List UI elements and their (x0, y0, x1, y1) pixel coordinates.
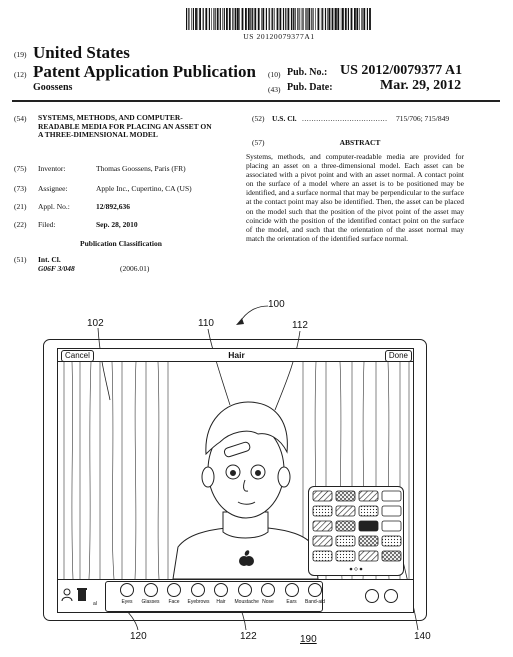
leader-100 (240, 306, 268, 322)
swatch (382, 506, 401, 516)
inventor-code: (75) (14, 164, 27, 173)
assignee-code: (73) (14, 184, 27, 193)
uscl-code: (52) (252, 114, 265, 123)
uscl-value: 715/706; 715/849 (396, 114, 450, 123)
eyes-icon (120, 583, 134, 597)
intcl-year: (2006.01) (120, 264, 150, 273)
swatch (382, 551, 401, 561)
category-toolbar (58, 579, 414, 613)
uscl-leader-dots: .................................... (302, 114, 388, 123)
swatch (359, 536, 378, 546)
patent-title: SYSTEMS, METHODS, AND COMPUTER-READABLE MEDIA FOR PLACING AN ASSET ON A THREE-DIMENSIONAL MODEL (38, 113, 212, 140)
eyebrows-icon (191, 583, 205, 597)
toolbar-item-ears[interactable] (282, 583, 302, 605)
intcl-label: Int. Cl. (38, 255, 61, 264)
swatch (359, 506, 378, 516)
swatch (313, 491, 332, 501)
pubtype-code: (12) (14, 70, 27, 79)
toolbar-item-face[interactable] (164, 583, 184, 605)
swatch (313, 551, 332, 561)
ref-numeral-122: 122 (240, 631, 257, 642)
ref-numeral-100: 100 (268, 299, 285, 310)
nav-bar (58, 349, 414, 362)
abstract-code: (57) (252, 138, 265, 147)
nose-icon (261, 583, 275, 597)
page-dots (350, 568, 363, 571)
toolbar-item-label: Band-aid (305, 599, 326, 605)
filed-label: Filed: (38, 220, 56, 229)
avatar-ear-right (278, 467, 290, 487)
swatch (359, 491, 378, 501)
pub-class-heading: Publication Classification (80, 239, 162, 248)
publication-date: Mar. 29, 2012 (380, 78, 462, 93)
toolbar-item-label: Face (168, 599, 180, 605)
toolbar-item-eyebrows[interactable] (188, 583, 208, 605)
toolbar-item-moustache[interactable] (234, 583, 259, 605)
swatch (313, 536, 332, 546)
asset-picker (308, 486, 404, 576)
toolbar-item-label: Eyebrows (187, 599, 210, 605)
swatch (313, 521, 332, 531)
uscl-label: U.S. Cl. (272, 114, 297, 123)
toolbar-item-label: Nose (262, 599, 274, 605)
publication-type: Patent Application Publication (33, 62, 256, 81)
swatch (336, 536, 355, 546)
country: United States (33, 43, 130, 62)
inventor-surname: Goossens (33, 82, 73, 93)
pubno-label: Pub. No.: (287, 67, 328, 78)
asset-picker-grid (309, 487, 405, 577)
toolbar-item-label: Eyes (121, 599, 133, 605)
ref-numeral-140: 140 (414, 631, 431, 642)
title-code: (54) (14, 114, 27, 123)
toolbar-item-label: Glasses (141, 599, 160, 605)
inventor-label: Inventor: (38, 164, 66, 173)
intcl-class: G06F 3/048 (38, 264, 75, 273)
swatch (359, 521, 378, 531)
country-code: (19) (14, 50, 27, 59)
publication-number: US 2012/0079377 A1 (340, 63, 463, 78)
abstract-heading: ABSTRACT (339, 138, 381, 147)
swatch (336, 506, 355, 516)
moustache-icon (238, 583, 252, 597)
pubno-code: (10) (268, 70, 281, 79)
assignee-value: Apple Inc., Cupertino, CA (US) (96, 184, 192, 193)
toolbar-item-label: Ears (286, 599, 297, 605)
option-circle[interactable] (365, 589, 379, 603)
swatch (382, 521, 401, 531)
intcl-code: (51) (14, 255, 27, 264)
barcode-number: US 20120079377A1 (243, 32, 315, 41)
ref-numeral-112: 112 (292, 320, 308, 331)
toolbar-item-label: Moustache (234, 599, 259, 605)
trash-icon[interactable] (77, 587, 87, 602)
inventor-value: Thomas Goossens, Paris (FR) (96, 164, 186, 173)
swatch (336, 521, 355, 531)
device-screen (57, 348, 414, 613)
appl-value: 12/892,636 (96, 202, 130, 211)
nav-title: Hair (228, 350, 245, 360)
toolbar-item-label: Hair (216, 599, 226, 605)
ref-numeral-110: 110 (198, 318, 214, 329)
toolbar-item-band-aid[interactable] (305, 583, 325, 605)
done-button[interactable]: Done (385, 350, 412, 362)
band-aid-icon (308, 583, 322, 597)
avatar-ear-left (202, 467, 214, 487)
swatch (382, 536, 401, 546)
swatch (336, 551, 355, 561)
toolbar-partial-label: al (93, 601, 97, 607)
filed-value: Sep. 28, 2010 (96, 220, 138, 229)
pubdate-label: Pub. Date: (287, 82, 333, 93)
swatch (382, 491, 401, 501)
assignee-label: Assignee: (38, 184, 68, 193)
toolbar-item-glasses[interactable] (141, 583, 161, 605)
option-circle[interactable] (384, 589, 398, 603)
swatch (359, 551, 378, 561)
abstract-text: Systems, methods, and computer-readable media are provided for placing an asset on a three-dimensional model. Each asset can be associated with a pivot point and with an asset normal. A contact point on the surface of a model where an asset is to be positioned may be identified, and a surface normal that may be perpendicular to the surface at the contact point may also be identified. Then, the asset can be placed on the model such that the position of the pivot point of the asset may coincide with the position of the identified contact point on the surface of the model, and such that the orientation of the asset normal may match the orientation of the identified surface normal. (246, 152, 464, 243)
toolbar-item-eyes[interactable] (117, 583, 137, 605)
filed-code: (22) (14, 220, 27, 229)
swatch (336, 491, 355, 501)
swatch (313, 506, 332, 516)
arrow-100 (236, 318, 244, 325)
hair-icon (214, 583, 228, 597)
toolbar-item-hair[interactable] (211, 583, 231, 605)
toolbar-item-nose[interactable] (258, 583, 278, 605)
person-icon[interactable] (61, 588, 73, 602)
pubdate-code: (43) (268, 85, 281, 94)
face-icon (167, 583, 181, 597)
ref-numeral-190: 190 (300, 634, 317, 645)
ears-icon (285, 583, 299, 597)
ref-numeral-102: 102 (87, 318, 104, 329)
ref-numeral-120: 120 (130, 631, 147, 642)
appl-label: Appl. No.: (38, 202, 70, 211)
appl-code: (21) (14, 202, 27, 211)
cancel-button[interactable]: Cancel (61, 350, 94, 362)
glasses-icon (144, 583, 158, 597)
